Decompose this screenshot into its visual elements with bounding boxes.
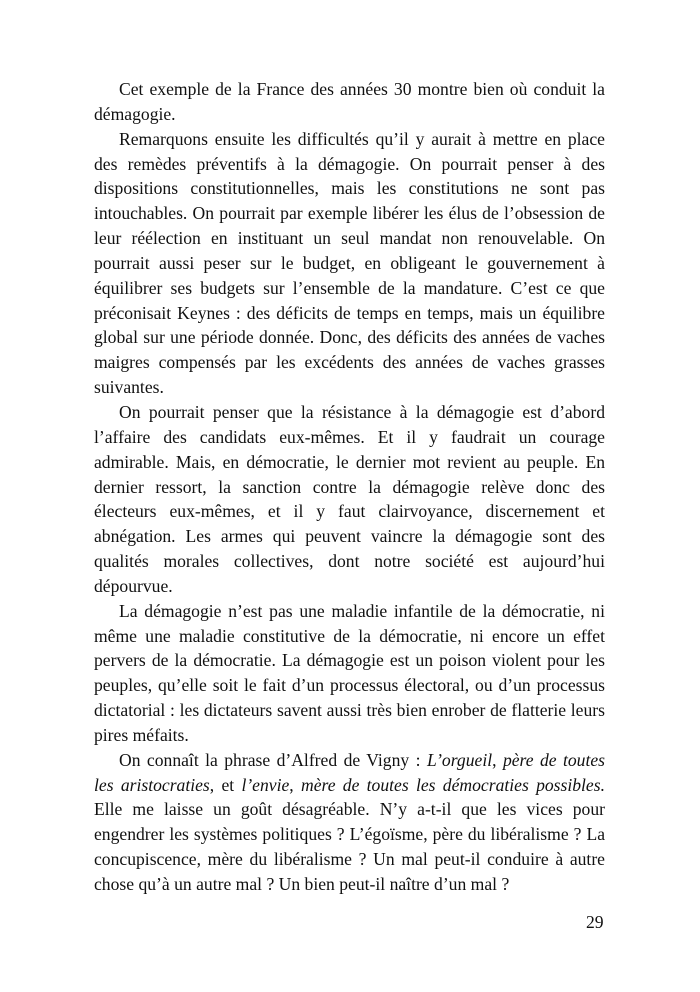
quote-democraties: mère de toutes les démocraties possibles [300,774,601,795]
paragraph-4: La démagogie n’est pas une maladie infantile de la démocratie, ni même une maladie constitutive de la démocratie, ni encore un effet pervers de la démocratie. La démagogie est un poison violent pour les peuples, qu’elle soit le fait d’un processus électoral, ou d’un processus dictatorial : les dictateurs savent aussi très bien enrober de flatterie leurs pires méfaits. [94,600,605,745]
comma: , [289,774,301,795]
page-number: 29 [586,912,604,932]
quote-orgueil: L’orgueil [426,749,493,770]
quote-aristocraties: père de toutes les aristocraties [94,749,606,795]
paragraph-2: Remarquons ensuite les difficultés qu’il y aurait à mettre en place des remèdes préventifs à la démagogie. On pourrait penser à des dispositions constitutionnelles, mais les constitutions ne sont pas intouchables. On pourrait par exemple libérer les élus de l’obsession de leur réélection en instituant un seul mandat non renouvelable. On pourrait aussi peser sur le budget, en obligeant le gouvernement à équilibrer ses budgets sur l’ensemble de la mandature. C’est ce que préconisait Keynes : des déficits de temps en temps, mais un équilibre global sur une période donnée. Donc, des déficits des années de vaches maigres compensés par les excédents des années de vaches grasses suivantes. [94,128,605,398]
intro-text: On connaît la phrase d’Alfred de Vigny : [119,749,427,770]
body-text [94,77,605,897]
paragraph-3: On pourrait penser que la résistance à la démagogie est d’abord l’affaire des candidats eux-mêmes. Et il y faudrait un courage admirable. Mais, en démocratie, le dernier mot revient au peuple. En dernier ressort, la sanction contre la démagogie relève donc des électeurs eux-mêmes, et il y faut clairvoyance, discernement et abnégation. Les armes qui peuvent vaincre la démagogie sont des qualités morales collectives, dont notre société est aujourd’hui dépourvue. [94,401,605,596]
comma: , [492,749,503,770]
connector-text: , et [209,774,242,795]
quote-envie: l’envie [241,774,290,795]
closing-text: Elle me laisse un goût désagréable. N’y a-t-il que les vices pour engendrer les systèmes politiques ? L’égoïsme, père du libéralisme ? La concupiscence, mère du libéralisme ? Un mal peut-il conduire à autre chose qu’à un autre mal ? Un bien peut-il naître d’un mal ? [94,799,605,894]
quote-period: . [600,774,605,795]
paragraph-1: Cet exemple de la France des années 30 montre bien où conduit la démagogie. [94,79,605,124]
paragraph-5 [94,748,605,897]
